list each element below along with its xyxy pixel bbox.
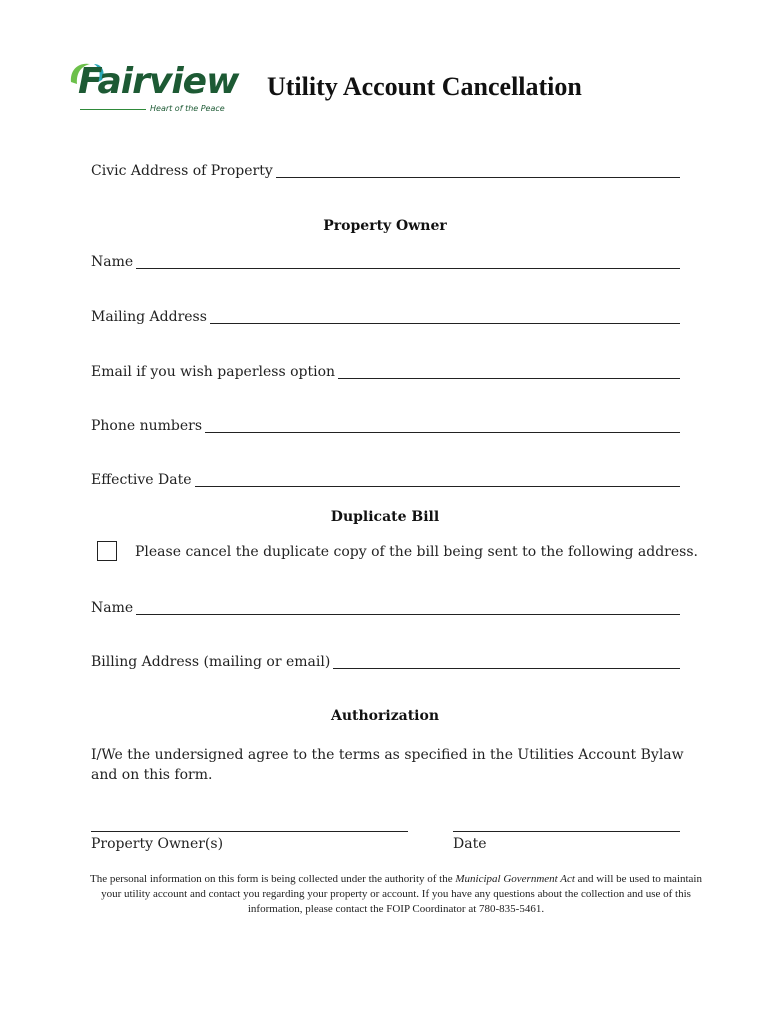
privacy-notice-text-1: The personal information on this form is being collected under the authority of the	[90, 873, 456, 885]
duplicate-name-label: Name	[91, 600, 134, 616]
effective-date-input-line[interactable]	[195, 472, 680, 487]
phone-input-line[interactable]	[205, 418, 680, 433]
date-signature-label: Date	[453, 836, 487, 852]
phone-label: Phone numbers	[91, 418, 203, 434]
agreement-text: I/We the undersigned agree to the terms as specified in the Utilities Account Bylaw and on this form.	[91, 747, 684, 783]
billing-address-input-line[interactable]	[333, 654, 680, 669]
owner-signature-label: Property Owner(s)	[91, 836, 224, 852]
form-title: Utility Account Cancellation	[267, 72, 582, 101]
date-signature-line[interactable]	[453, 831, 680, 832]
section-heading-property-owner: Property Owner	[323, 218, 447, 234]
logo-divider	[80, 109, 146, 110]
phone-field[interactable]	[91, 415, 680, 435]
billing-address-label: Billing Address (mailing or email)	[91, 654, 331, 670]
fairview-logo	[68, 58, 238, 120]
privacy-notice-text-2: and will be used to maintain your utility account and contact you regarding your property or account. If you have any questions about the collection and use of this information, please contact the FOIP Coordinator at 780-835-5461.	[101, 873, 702, 915]
mailing-address-input-line[interactable]	[210, 309, 680, 324]
owner-name-field[interactable]	[91, 251, 680, 271]
owner-signature-line[interactable]	[91, 831, 408, 832]
section-heading-duplicate-bill: Duplicate Bill	[330, 509, 440, 525]
civic-address-input-line[interactable]	[276, 163, 680, 178]
privacy-notice-act: Municipal Government Act	[455, 873, 575, 885]
email-label: Email if you wish paperless option	[91, 364, 336, 380]
duplicate-name-input-line[interactable]	[136, 600, 680, 615]
privacy-notice	[88, 872, 704, 917]
section-heading-authorization: Authorization	[330, 708, 440, 724]
effective-date-label: Effective Date	[91, 472, 192, 488]
mailing-address-label: Mailing Address	[91, 309, 207, 325]
logo-tagline: Heart of the Peace	[150, 104, 225, 113]
cancel-duplicate-checkbox[interactable]	[97, 541, 117, 561]
civic-address-field[interactable]	[91, 160, 680, 180]
email-input-line[interactable]	[338, 364, 680, 379]
owner-name-input-line[interactable]	[136, 254, 680, 269]
billing-address-field[interactable]	[91, 651, 680, 671]
effective-date-field[interactable]	[91, 469, 680, 489]
email-field[interactable]	[91, 361, 680, 381]
logo-wordmark: Fairview	[78, 61, 239, 102]
owner-name-label: Name	[91, 254, 134, 270]
cancel-duplicate-label: Please cancel the duplicate copy of the bill being sent to the following address.	[135, 544, 698, 560]
duplicate-name-field[interactable]	[91, 597, 680, 617]
civic-address-label: Civic Address of Property	[91, 163, 273, 179]
mailing-address-field[interactable]	[91, 306, 680, 326]
